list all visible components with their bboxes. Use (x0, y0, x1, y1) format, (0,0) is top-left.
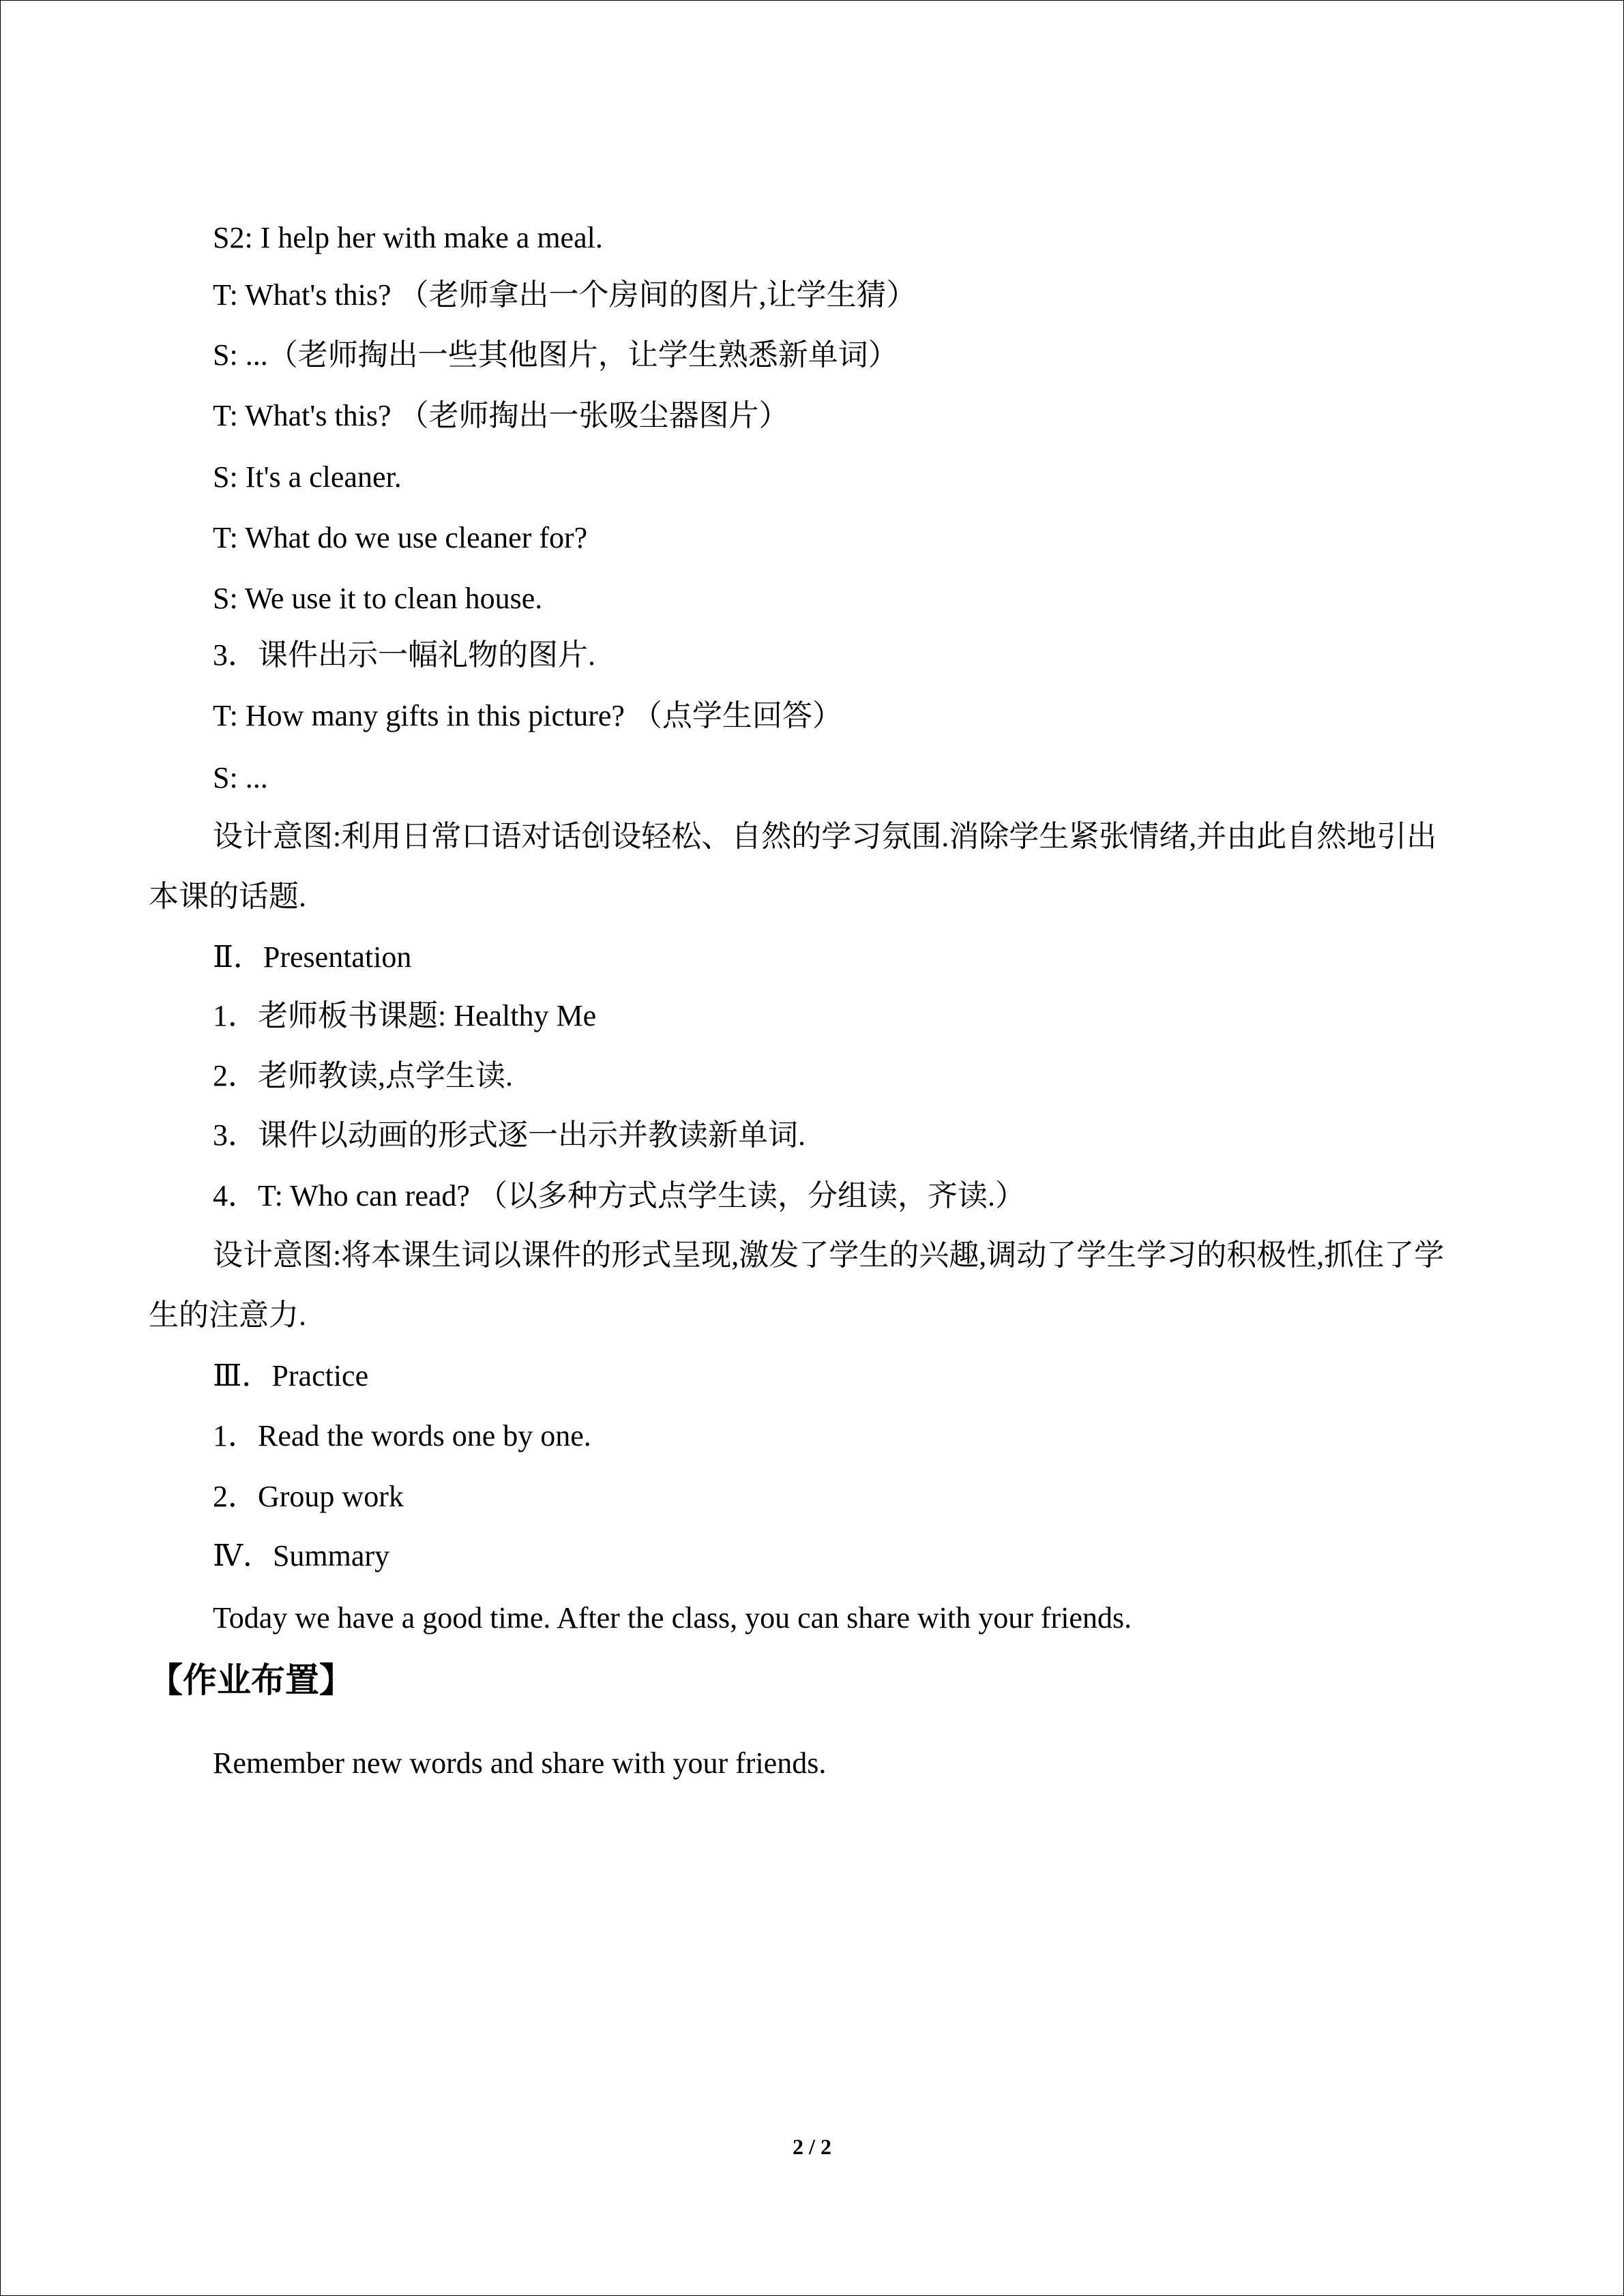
dialogue-line: T: What's this? （老师拿出一个房间的图片,让学生猜） (213, 278, 917, 312)
step-item: 1．Read the words one by one. (213, 1419, 591, 1452)
dialogue-line: S2: I help her with make a meal. (213, 221, 603, 254)
page-number: 2 / 2 (793, 2134, 831, 2159)
homework-heading: 【作业布置】 (149, 1660, 353, 1700)
step-item: 4．T: Who can read? （以多种方式点学生读，分组读，齐读.） (213, 1179, 1025, 1212)
step-item: 3．课件出示一幅礼物的图片. (213, 638, 595, 672)
homework-text: Remember new words and share with your friends. (213, 1746, 827, 1780)
summary-text: Today we have a good time. After the class, you can share with your friends. (213, 1601, 1132, 1635)
section-title-presentation: Ⅱ．Presentation (213, 940, 412, 974)
dialogue-line: T: What's this? （老师掏出一张吸尘器图片） (213, 399, 789, 432)
dialogue-line: S: ...（老师掏出一些其他图片，让学生熟悉新单词） (213, 338, 898, 372)
design-intent-paragraph: 设计意图:利用日常口语对话创设轻松、自然的学习氛围.消除学生紧张情绪,并由此自然地引出本课的话题. (149, 820, 1437, 913)
section-title-practice: Ⅲ．Practice (213, 1359, 369, 1392)
step-item: 3．课件以动画的形式逐一出示并教读新单词. (213, 1118, 806, 1152)
step-item: 2．Group work (213, 1480, 404, 1513)
dialogue-line: S: It's a cleaner. (213, 460, 402, 494)
dialogue-line: T: How many gifts in this picture? （点学生回答） (213, 699, 842, 732)
section-title-summary: Ⅳ．Summary (213, 1539, 390, 1572)
step-item: 2．老师教读,点学生读. (213, 1059, 513, 1092)
dialogue-line: S: ... (213, 761, 268, 794)
design-intent-paragraph: 设计意图:将本课生词以课件的形式呈现,激发了学生的兴趣,调动了学生学习的积极性,抓住了学生的注意力. (149, 1238, 1445, 1332)
step-item: 1．老师板书课题: Healthy Me (213, 999, 597, 1032)
dialogue-line: T: What do we use cleaner for? (213, 521, 588, 554)
dialogue-line: S: We use it to clean house. (213, 582, 543, 615)
